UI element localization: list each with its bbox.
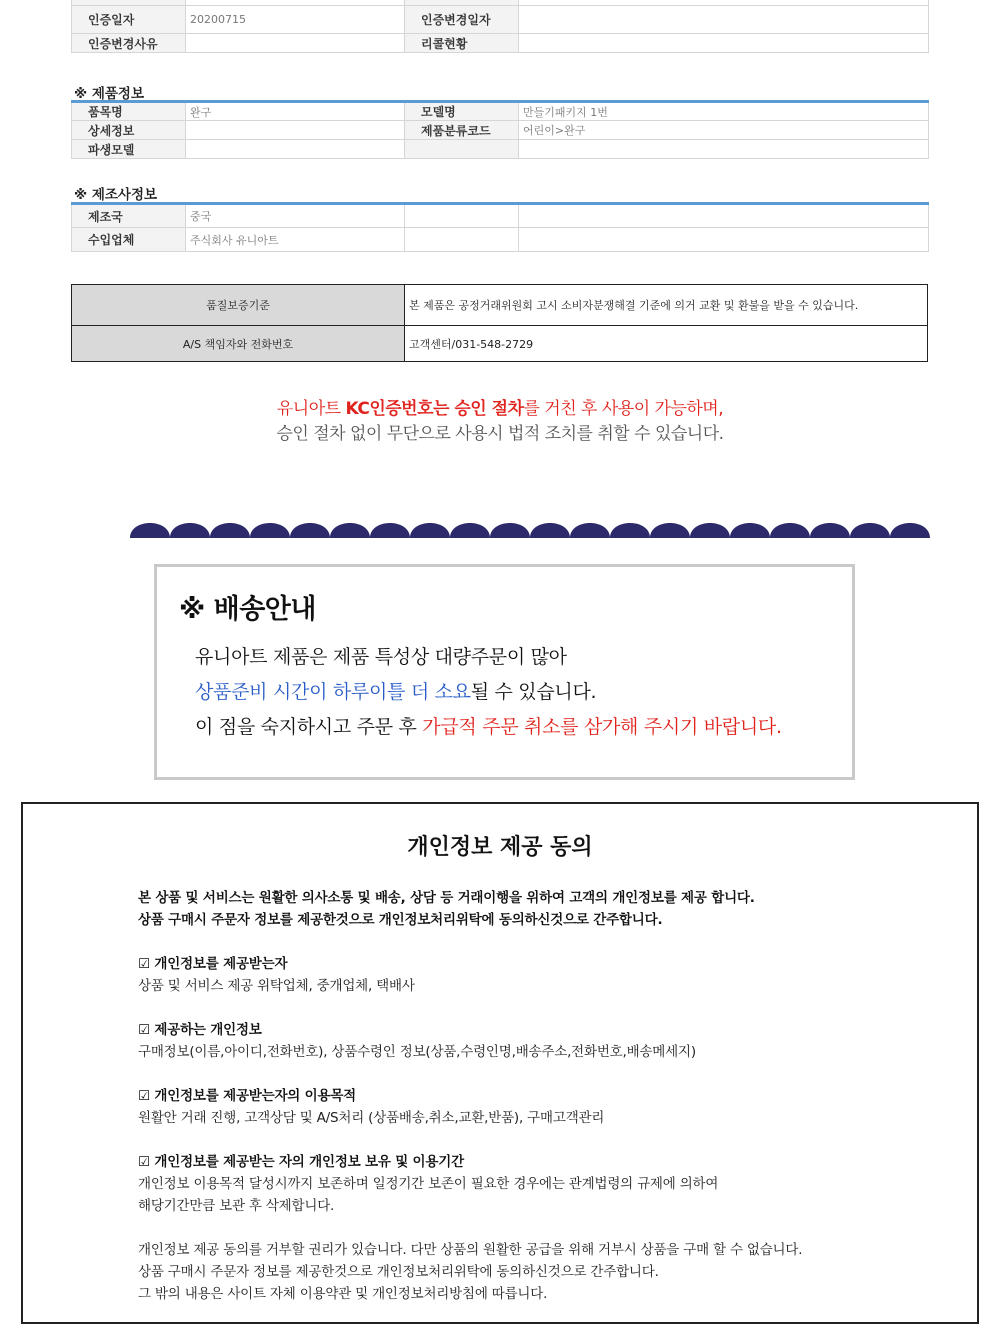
manufacturer-info-table	[71, 202, 929, 252]
privacy-section-heading: ☑ 개인정보를 제공받는자의 이용목적	[138, 1088, 357, 1104]
scallop-divider	[130, 514, 930, 538]
privacy-footer-line: 그 밖의 내용은 사이트 자체 이용약관 및 개인정보처리방침에 따릅니다.	[138, 1286, 548, 1302]
privacy-section-body: 원활안 거래 진행, 고객상담 및 A/S처리 (상품배송,취소,교환,반품), 구매고객관리	[138, 1110, 605, 1126]
privacy-section-heading: ☑ 제공하는 개인정보	[138, 1022, 262, 1038]
shipping-title: ※ 배송안내	[179, 594, 316, 625]
privacy-section-body: 개인정보 이용목적 달성시까지 보존하며 일정기간 보존이 필요한 경우에는 관계법령의 규제에 의하여	[138, 1176, 719, 1192]
shipping-notice-box	[154, 564, 855, 780]
empty-value	[519, 140, 929, 159]
shipping-line-3	[195, 712, 782, 739]
warranty-table	[71, 284, 928, 362]
country-label: 제조국	[72, 204, 186, 228]
shipping-line-1: 유니아트 제품은 제품 특성상 대량주문이 많아	[195, 646, 567, 668]
shipping-line-3-start: 이 점을 숙지하시고 주문 후	[195, 716, 423, 738]
kc-notice-line2: 승인 절차 없이 무단으로 사용시 법적 조치를 취할 수 있습니다.	[276, 424, 724, 444]
cert-change-date-label: 인증변경일자	[405, 6, 519, 34]
product-info-table	[71, 100, 929, 159]
item-name-label: 품목명	[72, 102, 186, 121]
detail-info-label: 상세정보	[72, 121, 186, 140]
scallop-shape	[130, 523, 930, 538]
privacy-section-heading: ☑ 개인정보를 제공받는 자의 개인정보 보유 및 이용기간	[138, 1154, 464, 1170]
privacy-footer-line: 개인정보 제공 동의를 거부할 권리가 있습니다. 다만 상품의 원활한 공급을 위해 거부시 상품을 구매 할 수 없습니다.	[138, 1242, 803, 1258]
empty-cell	[405, 228, 519, 252]
empty-cell	[405, 204, 519, 228]
privacy-footer-line: 상품 구매시 주문자 정보를 제공한것으로 개인정보처리위탁에 동의하신것으로 간주합니다.	[138, 1264, 659, 1280]
importer-value: 주식회사 유니아트	[186, 228, 405, 252]
as-contact-label: A/S 책임자와 전화번호	[72, 326, 405, 362]
derived-model-value	[186, 140, 405, 159]
cert-date-label: 인증일자	[72, 6, 186, 34]
cert-table	[71, 0, 929, 53]
recall-status-value	[519, 34, 929, 53]
country-value: 중국	[186, 204, 405, 228]
privacy-section-body: 구매정보(이름,아이디,전화번호), 상품수령인 정보(상품,수령인명,배송주소,전화번호,배송메세지)	[138, 1044, 696, 1060]
category-code-value: 어린이>완구	[519, 121, 929, 140]
shipping-line-2	[195, 677, 596, 704]
kc-notice-line1	[0, 394, 1000, 419]
privacy-section-body: 상품 및 서비스 제공 위탁업체, 중개업체, 택배사	[138, 978, 415, 994]
manufacturer-info-title: ※ 제조사정보	[74, 187, 158, 203]
quality-standard-value: 본 제품은 공정거래위원회 고시 소비자분쟁해결 기준에 의거 교환 및 환불을 받을 수 있습니다.	[405, 285, 928, 326]
kc-notice-brand: 유니아트	[276, 399, 346, 419]
category-code-label: 제품분류코드	[405, 121, 519, 140]
privacy-section-heading: ☑ 개인정보를 제공받는자	[138, 956, 288, 972]
cert-change-reason-label: 인증변경사유	[72, 34, 186, 53]
empty-cell	[519, 204, 929, 228]
as-contact-value: 고객센터/031-548-2729	[405, 326, 928, 362]
privacy-section-body: 해당기간만큼 보관 후 삭제합니다.	[138, 1198, 335, 1214]
shipping-line-2-rest: 될 수 있습니다.	[470, 681, 597, 703]
empty-label	[405, 140, 519, 159]
shipping-delay-highlight: 상품준비 시간이 하루이틀 더 소요	[195, 681, 471, 703]
kc-notice-rest: 를 거친 후 사용이 가능하며,	[523, 399, 724, 419]
privacy-consent-box	[21, 802, 979, 1324]
cert-date-value: 20200715	[186, 6, 405, 34]
privacy-intro-1: 본 상품 및 서비스는 원활한 의사소통 및 배송, 상담 등 거래이행을 위하여 고객의 개인정보를 제공 합니다.	[138, 890, 755, 906]
model-name-label: 모델명	[405, 102, 519, 121]
model-name-value: 만들기패키지 1번	[519, 102, 929, 121]
product-info-title: ※ 제품정보	[74, 86, 144, 102]
kc-notice-emphasis: KC인증번호는 승인 절차	[345, 399, 524, 419]
cert-change-reason-value	[186, 34, 405, 53]
privacy-intro-2: 상품 구매시 주문자 정보를 제공한것으로 개인정보처리위탁에 동의하신것으로 간주합니다.	[138, 912, 663, 928]
derived-model-label: 파생모델	[72, 140, 186, 159]
recall-status-label: 리콜현황	[405, 34, 519, 53]
shipping-cancel-warning: 가급적 주문 취소를 삼가해 주시기 바랍니다.	[422, 716, 782, 738]
privacy-title: 개인정보 제공 동의	[407, 835, 593, 860]
empty-cell	[519, 228, 929, 252]
cert-change-date-value	[519, 6, 929, 34]
importer-label: 수입업체	[72, 228, 186, 252]
item-name-value: 완구	[186, 102, 405, 121]
detail-info-value	[186, 121, 405, 140]
quality-standard-label: 품질보증기준	[72, 285, 405, 326]
